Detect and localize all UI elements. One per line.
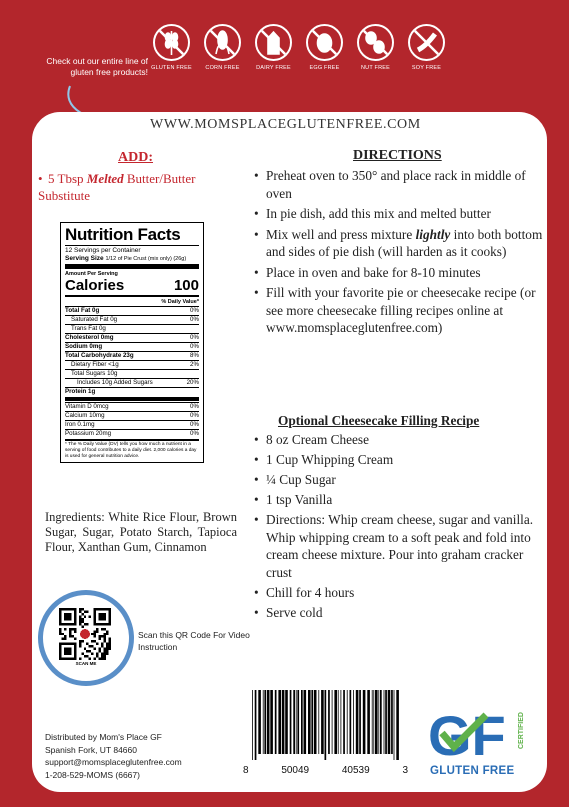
amount-per-serving: Amount Per Serving bbox=[65, 271, 118, 277]
allergen-label: SOY FREE bbox=[411, 65, 442, 71]
allergen-soy-free bbox=[401, 24, 452, 71]
nutrient-row: Protein 1g bbox=[65, 387, 199, 396]
barcode bbox=[250, 690, 400, 760]
recipe-item: • 1 Cup Whipping Cream bbox=[254, 452, 394, 467]
allergen-gluten-free bbox=[146, 24, 197, 71]
vitamin-row: Potassium 20mg 0% bbox=[65, 430, 199, 437]
direction-step: • Place in oven and bake for 8-10 minutes bbox=[254, 264, 481, 280]
allergen-corn-free bbox=[197, 24, 248, 71]
nutrient-row: Sodium 0mg 0% bbox=[65, 343, 199, 350]
direction-step: • Fill with your favorite pie or cheesecake recipe (or see more cheesecake filling recipes online at www.momsplaceglutenfree.com) bbox=[254, 285, 536, 335]
nutrition-footnote: * The % Daily Value (DV) tells you how much a nutrient in a serving of food contributes to a daily diet. 2,000 calories a day is used for general nutrition advice. bbox=[65, 442, 197, 459]
barcode-digits bbox=[243, 765, 408, 776]
vitamin-row: Vitamin D 0mcg 0% bbox=[65, 403, 199, 410]
certified-label: CERTIFIED bbox=[518, 712, 525, 749]
barcode-digit-group: 50049 bbox=[281, 765, 310, 776]
nutrient-row: Total Carbohydrate 23g 8% bbox=[65, 352, 199, 359]
gf-letters: GF bbox=[428, 704, 506, 767]
allergen-label: DAIRY FREE bbox=[256, 65, 291, 71]
distributor-line: Spanish Fork, UT 84660 bbox=[45, 744, 137, 755]
allergen-label: NUT FREE bbox=[360, 65, 390, 71]
vitamin-rows bbox=[65, 402, 199, 438]
gluten-free-line-note: Check out our entire line of gluten free products! bbox=[46, 56, 148, 77]
allergen-label: CORN FREE bbox=[205, 65, 240, 71]
add-item-post: Butter/Butter Substitute bbox=[38, 171, 196, 203]
daily-value-header: % Daily Value* bbox=[161, 299, 199, 305]
milk-carton-icon bbox=[255, 24, 292, 61]
distributor-line: Distributed by Mom's Place GF bbox=[45, 732, 162, 742]
bullet: • bbox=[38, 171, 43, 186]
serving-size: Serving Size 1/12 of Pie Crust (mix only) (26g) bbox=[65, 255, 187, 262]
egg-icon bbox=[306, 24, 343, 61]
wheat-icon bbox=[153, 24, 190, 61]
gluten-free-certified-logo bbox=[428, 703, 534, 773]
qr-code-icon[interactable] bbox=[59, 608, 111, 660]
recipe-item: • Directions: Whip cream cheese, sugar and vanilla. Whip whipping cream to a soft peak and fold into cream cheese mixture. Pour into graham cracker crust bbox=[254, 512, 534, 580]
nutrition-title: Nutrition Facts bbox=[65, 225, 181, 244]
nutrient-row: Dietary Fiber <1g 2% bbox=[65, 360, 199, 369]
distributor-phone: 1-208-529-MOMS (6667) bbox=[45, 769, 140, 780]
recipe-item: • 1 tsp Vanilla bbox=[254, 492, 333, 507]
nutrient-row: Total Sugars 10g bbox=[65, 369, 199, 378]
vitamin-row: Calcium 10mg 0% bbox=[65, 412, 199, 419]
allergen-nut-free bbox=[350, 24, 401, 71]
nutrient-rows bbox=[65, 306, 199, 396]
allergen-label: GLUTEN FREE bbox=[151, 65, 192, 71]
nutrient-row: Trans Fat 0g bbox=[65, 324, 199, 333]
distributor-email: support@momsplaceglutenfree.com bbox=[45, 757, 182, 767]
recipe-item: • ¼ Cup Sugar bbox=[254, 472, 336, 487]
directions-list bbox=[254, 167, 544, 340]
scan-me-label: SCAN ME bbox=[75, 661, 97, 666]
corn-icon bbox=[204, 24, 241, 61]
nutrient-row: Cholesterol 0mg 0% bbox=[65, 334, 199, 341]
add-butter-item bbox=[38, 170, 250, 204]
servings-per-container: 12 Servings per Container bbox=[65, 247, 141, 254]
direction-step: • Preheat oven to 350° and place rack in middle of oven bbox=[254, 168, 526, 201]
nutrition-facts-panel bbox=[60, 222, 204, 463]
recipe-item: • 8 oz Cream Cheese bbox=[254, 432, 370, 447]
barcode-digit-group: 40539 bbox=[341, 765, 370, 776]
allergen-icons bbox=[146, 24, 452, 71]
qr-instruction-text: Scan this QR Code For Video Instruction bbox=[138, 630, 250, 652]
peanut-icon bbox=[357, 24, 394, 61]
nutrient-row: Includes 10g Added Sugars 20% bbox=[65, 378, 199, 387]
add-title: ADD: bbox=[118, 150, 153, 165]
add-item-pre: 5 Tbsp bbox=[48, 171, 87, 186]
barcode-digit-group: 3 bbox=[402, 765, 408, 776]
nutrient-row: Total Fat 0g 0% bbox=[65, 307, 199, 314]
vitamin-row: Iron 0.1mg 0% bbox=[65, 421, 199, 428]
website-url: WWW.MOMSPLACEGLUTENFREE.COM bbox=[150, 117, 421, 132]
direction-step: • In pie dish, add this mix and melted butter bbox=[254, 206, 491, 221]
soy-icon bbox=[408, 24, 445, 61]
allergen-dairy-free bbox=[248, 24, 299, 71]
optional-recipe-title: Optional Cheesecake Filling Recipe bbox=[278, 413, 480, 428]
gluten-free-label: GLUTEN FREE bbox=[430, 765, 515, 777]
allergen-label: EGG FREE bbox=[309, 65, 340, 71]
optional-recipe-list bbox=[254, 431, 544, 624]
nutrient-row: Saturated Fat 0g 0% bbox=[65, 315, 199, 324]
calories-row: Calories 100 bbox=[65, 277, 199, 294]
directions-title: DIRECTIONS bbox=[353, 148, 442, 163]
direction-step: • Mix well and press mixture lightly into both bottom and sides of pie dish (will harden as it cooks) bbox=[254, 226, 543, 259]
add-item-em: Melted bbox=[86, 171, 124, 186]
allergen-egg-free bbox=[299, 24, 350, 71]
recipe-item: • Serve cold bbox=[254, 604, 323, 620]
distributor-info bbox=[45, 731, 182, 781]
ingredients-text: Ingredients: White Rice Flour, Brown Sugar, Sugar, Potato Starch, Tapioca Flour, Xanthan Gum, Cinnamon bbox=[45, 510, 237, 554]
barcode-digit-group: 8 bbox=[243, 765, 249, 776]
recipe-item: • Chill for 4 hours bbox=[254, 584, 355, 600]
